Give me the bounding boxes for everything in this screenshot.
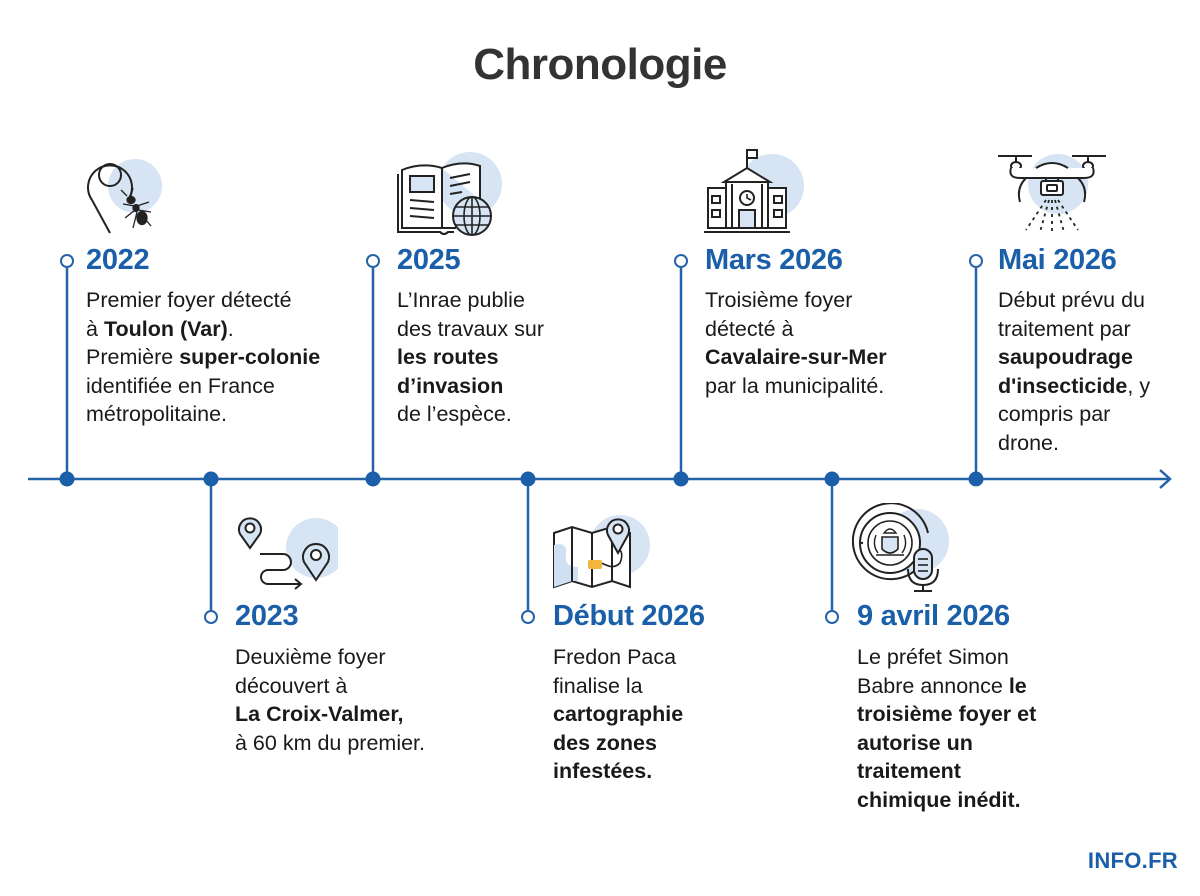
page-title: Chronologie xyxy=(473,40,727,89)
description-text: Premier foyer détecté xyxy=(86,288,292,312)
description-text: métropolitaine. xyxy=(86,402,228,426)
spraying-drone-icon xyxy=(996,148,1106,238)
event-date: 2023 xyxy=(235,600,299,632)
description-text: de l’espèce. xyxy=(397,402,512,426)
route-pins-icon xyxy=(228,508,338,598)
description-text: Babre annonce xyxy=(857,673,1009,698)
description-text: à xyxy=(86,316,104,341)
emphasis-text: La Croix-Valmer, xyxy=(235,702,404,726)
event-date: Mai 2026 xyxy=(998,244,1117,276)
emphasis-text: traitement xyxy=(857,759,961,783)
prefecture-microphone-icon xyxy=(852,503,962,593)
town-hall-icon xyxy=(702,146,812,236)
description-text: Première xyxy=(86,345,180,369)
event-description xyxy=(86,286,320,429)
description-text: . xyxy=(227,316,234,341)
event-description xyxy=(705,286,887,400)
description-text: découvert à xyxy=(235,673,348,698)
description-text: Le préfet Simon xyxy=(857,645,1009,669)
emphasis-text: les routes xyxy=(397,345,499,369)
event-description xyxy=(857,643,1036,814)
event-description xyxy=(553,643,683,786)
event-description xyxy=(235,643,425,757)
description-text: compris par xyxy=(998,402,1111,426)
emphasis-text: troisième foyer et xyxy=(857,702,1037,726)
description-text: à 60 km du premier. xyxy=(235,730,426,755)
description-text: identifiée en France xyxy=(86,373,275,398)
description-text: traitement par xyxy=(998,316,1131,341)
event-date: Début 2026 xyxy=(553,600,705,632)
description-text: des travaux sur xyxy=(397,316,544,341)
emphasis-text: le xyxy=(1008,673,1027,698)
emphasis-text: chimique inédit. xyxy=(857,787,1021,812)
description-text: par la municipalité. xyxy=(705,373,885,398)
emphasis-text: des zones xyxy=(553,730,657,755)
description-text: drone. xyxy=(998,430,1059,455)
emphasis-text: super-colonie xyxy=(179,345,321,369)
map-pin-icon xyxy=(548,505,658,595)
emphasis-text: Toulon (Var) xyxy=(103,316,228,341)
event-date: 2022 xyxy=(86,244,150,276)
description-text: détecté à xyxy=(705,316,794,341)
event-date: 9 avril 2026 xyxy=(857,600,1010,632)
event-description xyxy=(397,286,544,429)
book-globe-icon xyxy=(392,150,502,240)
emphasis-text: Cavalaire-sur-Mer xyxy=(705,345,887,369)
emphasis-text: infestées. xyxy=(553,759,653,783)
emphasis-text: cartographie xyxy=(553,702,684,726)
event-description xyxy=(998,286,1150,457)
map-pin-ant-icon xyxy=(75,148,185,238)
description-text: Troisième foyer xyxy=(705,288,853,312)
description-text: finalise la xyxy=(553,673,643,698)
emphasis-text: d’invasion xyxy=(397,373,504,398)
description-text: L’Inrae publie xyxy=(397,288,525,312)
event-date: Mars 2026 xyxy=(705,244,843,276)
event-date: 2025 xyxy=(397,244,461,276)
description-text: Fredon Paca xyxy=(553,645,677,669)
description-text: Deuxième foyer xyxy=(235,645,386,669)
emphasis-text: d'insecticide xyxy=(998,373,1128,398)
emphasis-text: autorise un xyxy=(857,730,973,755)
brand-logo: INFO.FR xyxy=(1087,848,1178,873)
description-text: , y xyxy=(1127,373,1151,398)
emphasis-text: saupoudrage xyxy=(998,345,1133,369)
description-text: Début prévu du xyxy=(998,288,1146,312)
